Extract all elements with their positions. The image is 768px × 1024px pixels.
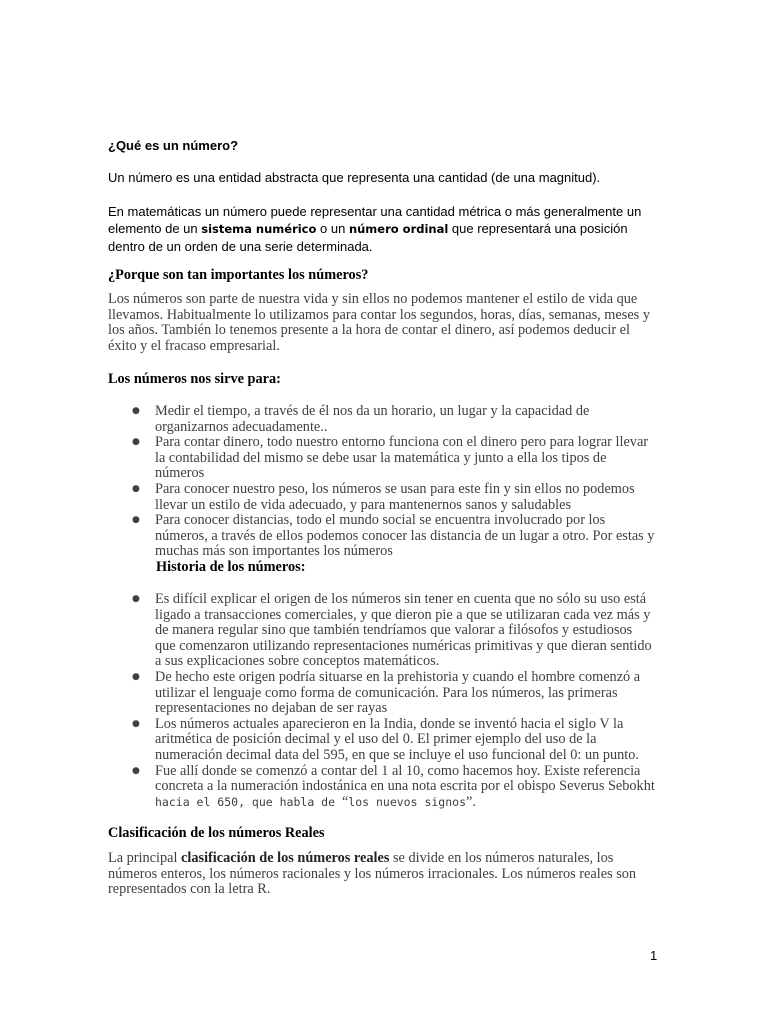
definition-paragraph: Un número es una entidad abstracta que representa una cantidad (de una magnitud). bbox=[108, 170, 601, 185]
importance-heading: ¿Porque son tan importantes los números? bbox=[108, 267, 369, 283]
list-item: ● Los números actuales aparecieron en la India, donde se inventó hacia el siglo V la aritmética de posición decimal y el uso del 0. El primer ejemplo del uso de la numeración decimal data del 595, en que se incluye el uso funcional del 0: un punto. bbox=[132, 715, 639, 763]
bullet-icon: ● bbox=[132, 437, 140, 448]
bullet-icon: ● bbox=[132, 765, 140, 776]
bullet-icon: ● bbox=[132, 594, 140, 604]
math-paragraph-text-1: En matemáticas un número puede representar una cantidad métrica o más generalmente un elemento de un bbox=[108, 204, 642, 236]
list-item: ● Medir el tiempo, a través de él nos da un horario, un lugar y la capacidad de organizarnos adecuadamente.. bbox=[132, 403, 590, 435]
list-item: ● Es difícil explicar el origen de los números sin tener en cuenta que no sólo su uso está ligado a transacciones comerciales, y que dieron pie a que se utilizaran cada vez más y de manera regular sino que también tendríamos que valorar a filósofos y estudiosos que comenzaron utilizando representaciones numéricas primitivas y que dieran sentido a sus explicaciones sobre conceptos matemáticos. bbox=[132, 591, 652, 670]
classification-paragraph: La principal clasificación de los números reales se divide en los números naturales, los números enteros, los números racionales y los números irracionales. Los números reales son representados con la letra R. bbox=[108, 850, 637, 898]
list-item: ● Para conocer distancias, todo el mundo social se encuentra involucrado por los números, a través de ellos podemos conocer las distancia de un lugar a otro. Por estas y muchas más son importantes los números bbox=[132, 512, 655, 560]
history-list bbox=[108, 592, 656, 810]
math-paragraph-text-2: o un bbox=[316, 221, 349, 236]
math-paragraph bbox=[108, 203, 660, 255]
importance-paragraph: Los números son parte de nuestra vida y sin ellos no podemos mantener el estilo de vida que llevamos. Habitualmente lo utilizamos para contar los segundos, horas, días, semanas, meses y los años. También lo tenemos presente a la hora de contar el dinero, así podemos deducir el éxito y el fracaso empresarial. bbox=[108, 291, 650, 354]
bullet-icon: ● bbox=[132, 406, 140, 416]
list-item: ● Para contar dinero, todo nuestro entorno funciona con el dinero pero para lograr llevar la contabilidad del mismo se debe usar la matemática y junto a ella los tipos de números bbox=[132, 434, 649, 482]
history-heading: Historia de los números: bbox=[156, 559, 306, 575]
bullet-icon: ● bbox=[132, 483, 140, 494]
list-item: ● Para conocer nuestro peso, los números se usan para este fin y sin ellos no podemos llevar un estilo de vida adecuado, y para mantenernos sanos y saludables bbox=[132, 480, 635, 513]
term-numero-ordinal: número ordinal bbox=[348, 222, 449, 236]
bullet-icon: ● bbox=[132, 718, 140, 729]
bullet-icon: ● bbox=[132, 515, 140, 526]
list-item: ● De hecho este origen podría situarse en la prehistoria y cuando el hombre comenzó a utilizar el lenguaje como forma de comunicación. Para los números, las primeras representaciones no dejaban de ser rayas bbox=[132, 668, 641, 717]
math-paragraph-text-3: que representará una posición dentro de un orden de una serie determinada. bbox=[108, 221, 628, 254]
page-number: 1 bbox=[650, 948, 658, 963]
uses-list bbox=[108, 404, 656, 560]
page-title: ¿Qué es un número? bbox=[108, 138, 239, 153]
list-item: ● Fue allí donde se comenzó a contar del 1 al 10, como hacemos hoy. Existe referencia concreta a la numeración indostánica en una nota escrita por el obispo Severus Sebokht hacia el 650, que habla de “los nuevos signos”. bbox=[132, 762, 655, 810]
uses-heading: Los números nos sirve para: bbox=[108, 371, 281, 387]
term-sistema-numerico: sistema numérico bbox=[201, 222, 317, 236]
bullet-icon: ● bbox=[132, 671, 140, 682]
classification-heading: Clasificación de los números Reales bbox=[108, 825, 325, 841]
